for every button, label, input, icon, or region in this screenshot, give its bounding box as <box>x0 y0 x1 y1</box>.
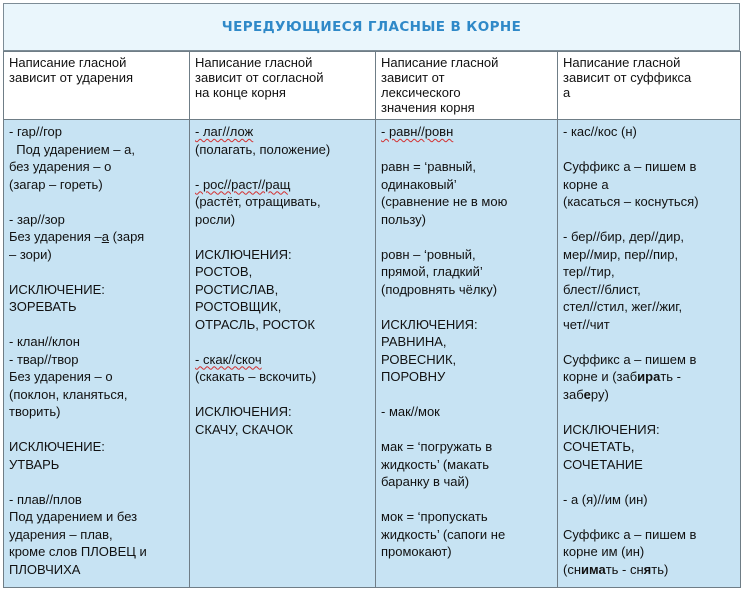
header-stress: Написание гласной зависит от ударения <box>4 52 190 120</box>
rules-table <box>3 51 741 588</box>
rule-klan: - клан//клон <box>9 334 80 349</box>
rule-ravn: - равн//ровн <box>381 124 454 139</box>
rule-mak: - мак//мок <box>381 404 440 419</box>
exception-word: ЗОРЕВАТЬ <box>9 299 77 314</box>
rule-plav: - плав//плов <box>9 491 82 507</box>
rule-lag: - лаг//лож <box>195 124 254 139</box>
rule-ber: - бер//бир, дер//дир, <box>563 229 685 244</box>
rule-zar: - зар//зор <box>9 211 65 227</box>
column-meaning: - равн//ровн равн = ‘равный, одинаковый’ (сравнение не в мою пользу) ровн – ‘ровный, прямой, гладкий’ (подровнять чёлку) ИСКЛЮЧЕНИЯ: РАВНИНА, РОВЕСНИК, ПОРОВНУ - мак//мок мак = ‘погружать в жидкость’ (макать баранку в чай) мок = ‘пропускать жидкость’ (сапоги не промокают) <box>376 120 558 588</box>
rule-skak: - скак//скоч <box>195 351 262 367</box>
header-meaning: Написание гласной зависит от лексического значения корня <box>376 52 558 120</box>
title-bar <box>3 3 740 51</box>
page-title: ЧЕРЕДУЮЩИЕСЯ ГЛАСНЫЕ В КОРНЕ <box>221 19 522 35</box>
column-suffix: - кас//кос (н) Суффикс а – пишем в корне а (касаться – коснуться) - бер//бир, дер//дир, мер//мир, пер//пир, тер//тир, блест//блист, стел//стил, жег//жиг, чет//чит Суффикс а – пишем в корне и (забирать - заберу) ИСКЛЮЧЕНИЯ: СОЧЕТАТЬ, СОЧЕТАНИЕ - а (я)//им (ин) Суффикс а – пишем в корне им (ин) (снимать - снять) <box>558 120 741 588</box>
exception-label: ИСКЛЮЧЕНИЯ: <box>381 316 478 332</box>
exception-label: ИСКЛЮЧЕНИЯ: <box>563 421 660 437</box>
exception-label: ИСКЛЮЧЕНИЕ: <box>9 439 105 454</box>
exception-word: УТВАРЬ <box>9 456 60 472</box>
exception-label: ИСКЛЮЧЕНИЕ: <box>9 281 105 297</box>
column-consonant: - лаг//лож (полагать, положение) - рос//раст//ращ (растёт, отращивать, росли) ИСКЛЮЧЕНИЯ: РОСТОВ, РОСТИСЛАВ, РОСТОВЩИК, ОТРАСЛЬ, РОСТОК - скак//скоч (скакать – вскочить) ИСКЛЮЧЕНИЯ: СКАЧУ, СКАЧОК <box>190 120 376 588</box>
header-row <box>4 52 741 120</box>
rule-ros: - рос//раст//ращ <box>195 176 291 192</box>
rule-im: - а (я)//им (ин) <box>563 491 648 507</box>
column-stress: - гар//гор Под ударением – а, без ударения – о (загар – гореть) - зар//зор Без ударения –а (заря – зори) ИСКЛЮЧЕНИЕ: ЗОРЕВАТЬ - клан//клон - твар//твор Без ударения – о (поклон, кланяться, творить) ИСКЛЮЧЕНИЕ: УТВАРЬ - плав//плов Под ударением и без ударения – плав, кроме слов ПЛОВЕЦ и ПЛОВЧИХА <box>4 120 190 588</box>
header-suffix: Написание гласной зависит от суффикса а <box>558 52 741 120</box>
rule-kas: - кас//кос (н) <box>563 124 637 139</box>
rule-gar: - гар//гор <box>9 124 62 139</box>
content-row <box>4 120 741 588</box>
exception-label: ИСКЛЮЧЕНИЯ: <box>195 404 292 419</box>
rule-tvar: - твар//твор <box>9 351 79 367</box>
exception-label: ИСКЛЮЧЕНИЯ: <box>195 246 292 262</box>
header-consonant: Написание гласной зависит от согласной на конце корня <box>190 52 376 120</box>
